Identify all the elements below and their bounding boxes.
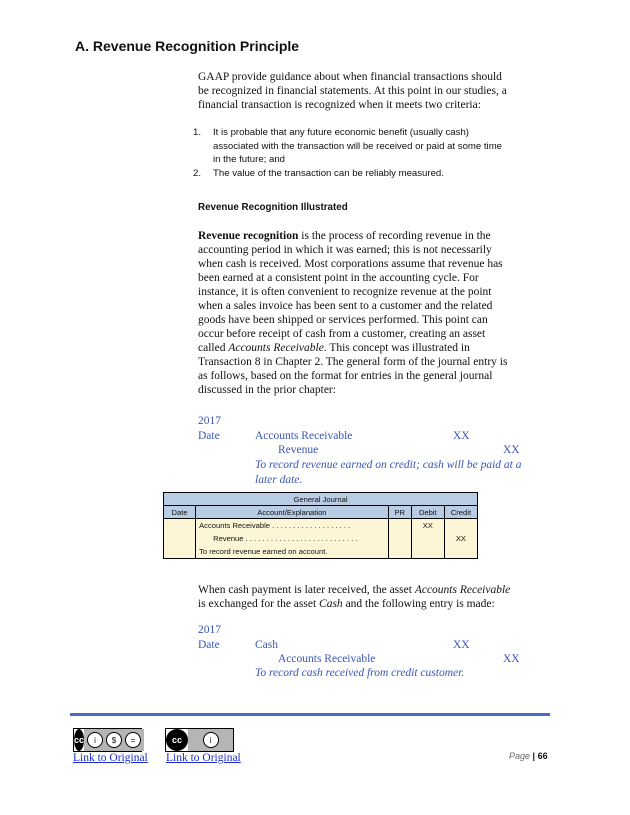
debit-amount: XX — [453, 639, 470, 651]
table-cell: XX — [444, 519, 477, 559]
credit-account: Revenue — [278, 444, 319, 456]
credit-account: Accounts Receivable — [278, 653, 376, 665]
section-heading: A. Revenue Recognition Principle — [75, 38, 300, 54]
attribution-icon: i — [87, 732, 103, 748]
text-line: It is probable that any future economic benefit (usually cash) — [213, 127, 469, 138]
table-cell — [388, 519, 411, 559]
intro-paragraph — [198, 70, 548, 112]
text-line: goods have been shipped or services performed. This point can — [198, 314, 488, 326]
debit-account: Accounts Receivable — [255, 430, 353, 442]
text-line: is exchanged for the asset Cash and the following entry is made: — [198, 598, 495, 610]
cc-by-nc-nd-badge — [73, 728, 142, 752]
entry-note: To record revenue earned on credit; cash will be paid at a later date. — [255, 459, 522, 486]
text-line: as follows, based on the format for entries in the general journal — [198, 370, 493, 382]
entry-date: Date — [198, 639, 220, 651]
text-line: GAAP provide guidance about when financial transactions should — [198, 71, 502, 83]
attribution-icon: i — [203, 732, 219, 748]
list-number: 1. — [193, 127, 202, 138]
text-line: Revenue recognition is the process of recording revenue in the — [198, 230, 491, 242]
text-line: when a sales invoice has been sent to a customer and the related — [198, 300, 493, 312]
text-line: discussed in the prior chapter: — [198, 384, 336, 396]
cc-icon: cc — [166, 729, 188, 751]
subheading: Revenue Recognition Illustrated — [198, 202, 348, 213]
column-header: PR — [388, 506, 411, 519]
column-header: Debit — [411, 506, 444, 519]
link-to-original-2[interactable]: Link to Original — [166, 752, 241, 764]
bold-term: Revenue recognition — [198, 230, 299, 242]
page-number: Page | 66 — [509, 751, 548, 761]
credit-amount: XX — [503, 653, 520, 665]
text-line: occur before receipt of cash from a customer, creating an asset — [198, 328, 486, 340]
general-journal-table — [163, 492, 478, 559]
list-number: 2. — [193, 167, 202, 179]
text-line: when cash is received. Most corporations assume that revenue has — [198, 258, 503, 270]
link-to-original-1[interactable]: Link to Original — [73, 752, 148, 764]
entry-date: Date — [198, 430, 220, 442]
text-line: The value of the transaction can be reliably measured. — [213, 167, 444, 179]
body-paragraph — [198, 229, 553, 397]
column-header: Credit — [444, 506, 477, 519]
cc-icon: cc — [74, 729, 84, 751]
list-item — [193, 167, 563, 181]
debit-amount: XX — [453, 430, 470, 442]
column-header: Account/Explanation — [196, 506, 389, 519]
credit-amount: XX — [503, 444, 520, 456]
italic-term: Accounts Receivable — [228, 342, 324, 354]
criteria-list — [193, 126, 563, 180]
text-line: Transaction 8 in Chapter 2. The general form of the journal entry is — [198, 356, 508, 368]
text-line: instance, it is often convenient to recognize revenue at the point — [198, 286, 492, 298]
cc-by-badge — [165, 728, 234, 752]
text-line: be recognized in financial statements. At this point in our studies, a — [198, 85, 507, 97]
text-line: called Accounts Receivable. This concept was illustrated in — [198, 342, 470, 354]
license-icons — [188, 729, 233, 751]
after-table-paragraph — [198, 583, 558, 611]
text-line: been earned at a consistent point in the accounting cycle. For — [198, 272, 479, 284]
entry-year: 2017 — [198, 415, 221, 427]
column-header: Date — [164, 506, 196, 519]
entry-year: 2017 — [198, 624, 221, 636]
table-cell — [164, 519, 196, 559]
table-title: General Journal — [164, 493, 478, 506]
text-line: financial transaction is recognized when it meets two criteria: — [198, 99, 481, 111]
text-line: When cash payment is later received, the asset Accounts Receivable — [198, 584, 511, 596]
text-line: associated with the transaction will be received or paid at some time — [213, 140, 503, 152]
noderivatives-icon: = — [125, 732, 141, 748]
footer-rule — [70, 713, 550, 716]
noncommercial-icon: $ — [106, 732, 122, 748]
license-icons — [84, 729, 144, 751]
debit-account: Cash — [255, 639, 278, 651]
list-item — [193, 126, 563, 167]
text-line: accounting period in which it was earned; this is not necessarily — [198, 244, 492, 256]
table-cell: Accounts Receivable . . . . . . . . . . . . . . . . . . . Revenue . . . . . . . . . . . . . . . . . . . . . . . . . . . To record revenue earned on account. — [196, 519, 389, 559]
text-line: in the future; and — [213, 154, 286, 165]
table-cell: XX — [411, 519, 444, 559]
entry-note: To record cash received from credit customer. — [255, 667, 465, 679]
